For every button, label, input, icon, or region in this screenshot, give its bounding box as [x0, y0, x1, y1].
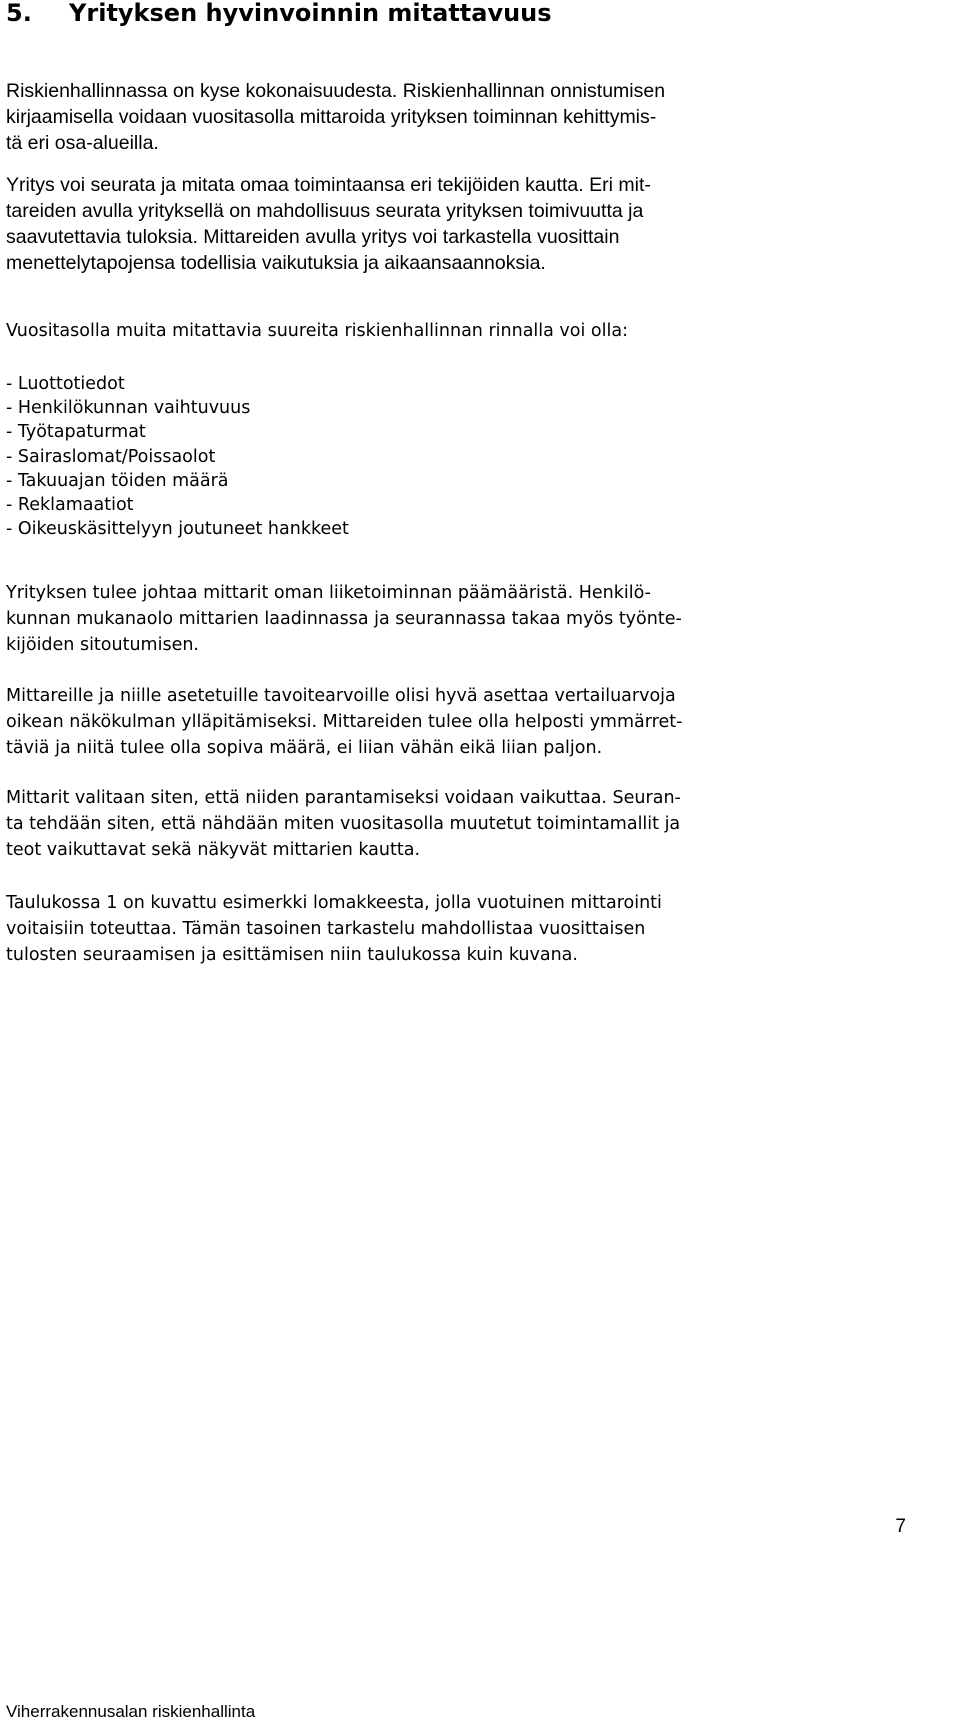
measures-list — [6, 372, 349, 541]
text-line: Mittarit valitaan siten, että niiden parantamiseksi voidaan vaikuttaa. Seuran- — [6, 788, 681, 808]
list-item: - Oikeuskäsittelyyn joutuneet hankkeet — [6, 519, 349, 540]
section-number: 5. — [6, 0, 32, 27]
text-line: menettelytapojensa todellisia vaikutuksia ja aikaansaannoksia. — [6, 252, 546, 274]
text-line: Vuositasolla muita mitattavia suureita riskienhallinnan rinnalla voi olla: — [6, 321, 628, 341]
text-line: tareiden avulla yrityksellä on mahdollisuus seurata yrityksen toimivuutta ja — [6, 200, 644, 222]
paragraph-taulukko — [6, 890, 662, 968]
section-title: Yrityksen hyvinvoinnin mitattavuus — [69, 0, 552, 27]
list-item: - Sairaslomat/Poissaolot — [6, 446, 216, 467]
text-line: kijöiden sitoutumisen. — [6, 635, 199, 655]
footer-text: Viherrakennusalan riskienhallinta — [6, 1702, 256, 1721]
text-line: ta tehdään siten, että nähdään miten vuositasolla muutetut toimintamallit ja — [6, 814, 681, 834]
text-line: tulosten seuraamisen ja esittämisen niin taulukossa kuin kuvana. — [6, 945, 578, 965]
text-line: kunnan mukanaolo mittarien laadinnassa ja seurannassa takaa myös työnte- — [6, 609, 682, 629]
text-line: Mittareille ja niille asetetuille tavoitearvoille olisi hyvä asettaa vertailuarvoja — [6, 686, 676, 706]
text-line: voitaisiin toteuttaa. Tämän tasoinen tarkastelu mahdollistaa vuosittaisen — [6, 919, 646, 939]
list-item: - Luottotiedot — [6, 374, 125, 394]
text-line: teot vaikuttavat sekä näkyvät mittarien kautta. — [6, 840, 421, 860]
paragraph-riskienhallinta — [6, 78, 665, 156]
paragraph-tavoitearvot — [6, 683, 682, 761]
list-item: - Reklamaatiot — [6, 495, 134, 516]
list-item: - Työtapaturmat — [6, 422, 146, 443]
text-line: Yrityksen tulee johtaa mittarit oman liiketoiminnan päämääristä. Henkilö- — [6, 583, 651, 603]
paragraph-seuranta — [6, 172, 651, 276]
text-line: Yritys voi seurata ja mitata omaa toimintaansa eri tekijöiden kautta. Eri mit- — [6, 174, 651, 196]
paragraph-suureet-intro — [6, 318, 628, 344]
text-line: kirjaamisella voidaan vuositasolla mittaroida yrityksen toiminnan kehittymis- — [6, 106, 657, 128]
text-line: saavutettavia tuloksia. Mittareiden avulla yritys voi tarkastella vuosittain — [6, 226, 620, 248]
page-number: 7 — [895, 1516, 906, 1537]
text-line: tä eri osa-alueilla. — [6, 132, 159, 154]
list-item: - Takuuajan töiden määrä — [6, 470, 229, 491]
list-item: - Henkilökunnan vaihtuvuus — [6, 398, 251, 419]
paragraph-valinta — [6, 785, 681, 863]
text-line: oikean näkökulman ylläpitämiseksi. Mittareiden tulee olla helposti ymmärret- — [6, 712, 683, 732]
text-line: Riskienhallinnassa on kyse kokonaisuudesta. Riskienhallinnan onnistumisen — [6, 80, 666, 102]
text-line: Taulukossa 1 on kuvattu esimerkki lomakkeesta, jolla vuotuinen mittarointi — [6, 893, 662, 913]
text-line: täviä ja niitä tulee olla sopiva määrä, ei liian vähän eikä liian paljon. — [6, 738, 603, 758]
section-heading — [6, 0, 552, 28]
paragraph-johtaminen — [6, 580, 682, 658]
